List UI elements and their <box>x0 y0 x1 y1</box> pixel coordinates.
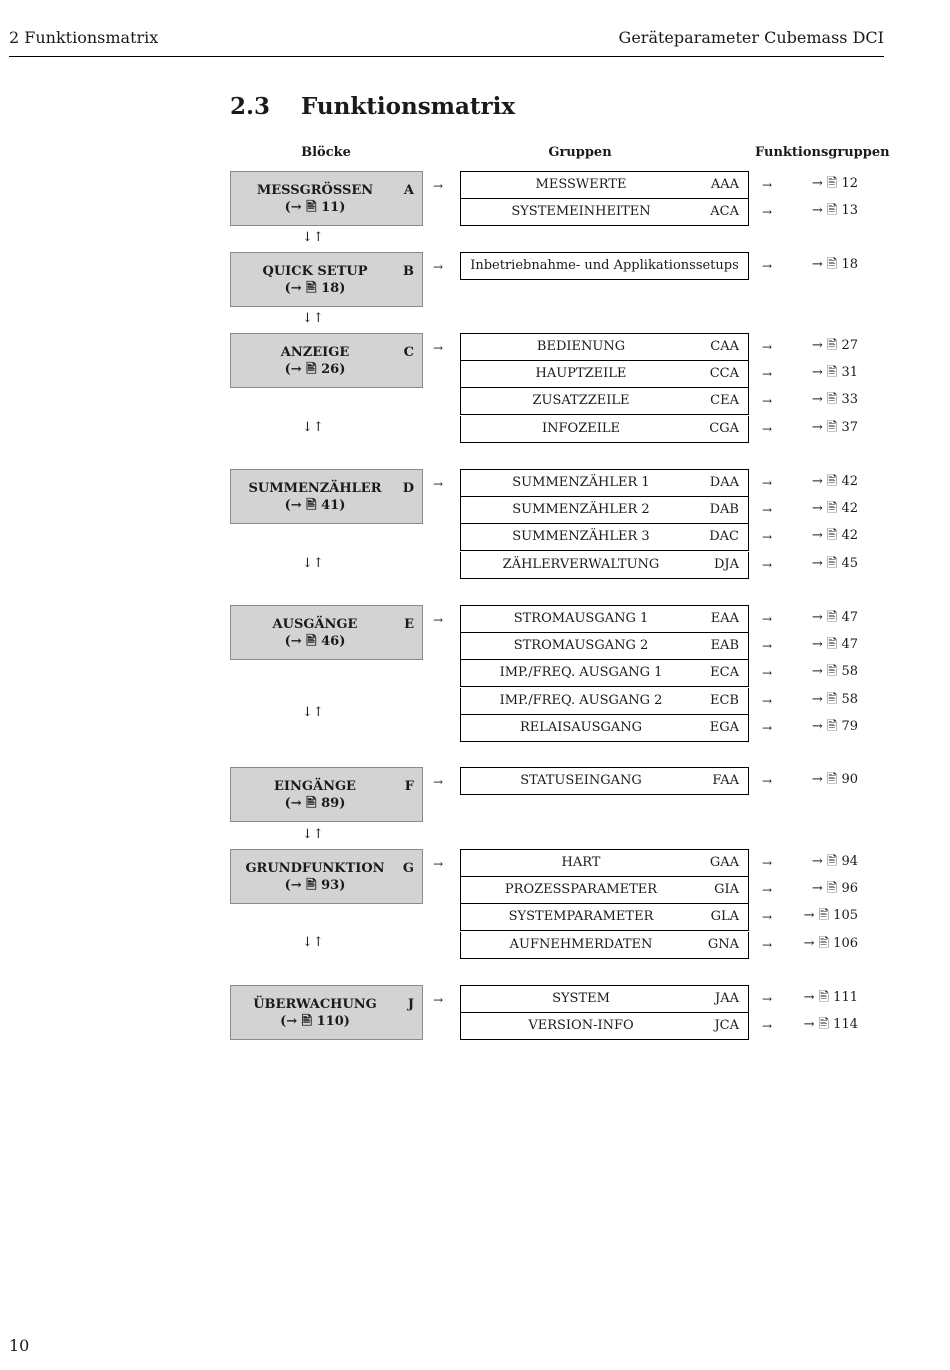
navigate-up-down-icon: ↓↑ <box>302 420 324 435</box>
block-name: EINGÄNGE <box>274 779 356 794</box>
function-group-page-ref[interactable]: → 🖹 90 <box>811 772 858 787</box>
block-letter: C <box>403 345 414 360</box>
group-to-function-arrow-icon: → <box>762 693 773 708</box>
function-group-page-ref[interactable]: → 🖹 45 <box>811 555 858 571</box>
block-name: GRUNDFUNKTION <box>245 861 385 876</box>
function-group-page-ref[interactable]: → 🖹 42 <box>811 528 858 544</box>
group-name: ZUSATZZEILE <box>532 393 630 409</box>
group-code: DAB <box>709 502 739 518</box>
block-name: QUICK SETUP <box>262 264 368 279</box>
group-row-cga[interactable] <box>460 416 749 443</box>
group-name: Inbetriebnahme- und Applikationssetups <box>470 258 739 273</box>
group-to-function-arrow-icon: → <box>762 937 773 952</box>
group-name: VERSION-INFO <box>528 1018 634 1034</box>
group-to-function-arrow-icon: → <box>762 639 773 654</box>
group-code: EAA <box>710 611 739 626</box>
group-code: AAA <box>710 177 739 192</box>
group-code: GLA <box>710 909 739 925</box>
group-code: GNA <box>707 936 739 952</box>
group-to-function-arrow-icon: → <box>762 774 773 788</box>
navigate-up-down-icon: ↓↑ <box>302 827 324 842</box>
function-group-page-ref[interactable]: → 🖹 27 <box>811 338 858 353</box>
block-name: ANZEIGE <box>280 345 350 360</box>
group-row-setup[interactable] <box>460 252 749 280</box>
block-f[interactable] <box>230 767 423 822</box>
group-row-gia[interactable] <box>460 877 749 904</box>
function-group-page-ref[interactable]: → 🖹 37 <box>811 419 858 435</box>
group-to-function-arrow-icon: → <box>762 992 773 1006</box>
group-row-gna[interactable] <box>460 932 749 959</box>
group-row-dab[interactable] <box>460 497 749 524</box>
group-row-jaa[interactable] <box>460 985 749 1013</box>
group-row-jca[interactable] <box>460 1013 749 1040</box>
group-name: SYSTEMPARAMETER <box>508 909 654 925</box>
group-to-function-arrow-icon: → <box>762 720 773 735</box>
block-name: AUSGÄNGE <box>272 617 358 632</box>
group-name: STROMAUSGANG 1 <box>513 611 649 626</box>
function-group-page-ref[interactable]: → 🖹 96 <box>811 881 858 897</box>
group-code: CAA <box>710 339 739 354</box>
group-name: STATUSEINGANG <box>520 773 642 788</box>
block-page-ref: (→ 🖹 18) <box>284 281 346 296</box>
group-row-eab[interactable] <box>460 633 749 660</box>
function-group-page-ref[interactable]: → 🖹 33 <box>811 392 858 408</box>
group-to-function-arrow-icon: → <box>762 666 773 681</box>
function-group-page-ref[interactable]: → 🖹 58 <box>811 691 858 707</box>
function-group-page-ref[interactable]: → 🖹 47 <box>811 610 858 625</box>
block-letter: E <box>404 617 414 632</box>
group-row-faa[interactable] <box>460 767 749 795</box>
column-header-function-groups: Funktionsgruppen <box>755 145 890 160</box>
block-letter: F <box>404 779 414 794</box>
navigate-up-down-icon: ↓↑ <box>302 935 324 950</box>
block-e[interactable] <box>230 605 423 660</box>
group-name: SUMMENZÄHLER 3 <box>512 529 650 545</box>
group-row-caa[interactable] <box>460 333 749 361</box>
group-code: CGA <box>709 420 739 436</box>
group-to-function-arrow-icon: → <box>762 883 773 898</box>
function-group-page-ref[interactable]: → 🖹 106 <box>803 935 858 951</box>
block-page-ref: (→ 🖹 110) <box>280 1014 350 1029</box>
group-to-function-arrow-icon: → <box>762 421 773 436</box>
block-letter: A <box>403 183 414 198</box>
function-group-page-ref[interactable]: → 🖹 58 <box>811 664 858 680</box>
group-row-eca[interactable] <box>460 660 749 687</box>
group-name: MESSWERTE <box>535 177 627 192</box>
function-group-page-ref[interactable]: → 🖹 42 <box>811 501 858 517</box>
block-letter: J <box>407 997 414 1012</box>
section-number: 2.3 <box>230 93 271 120</box>
group-name: STROMAUSGANG 2 <box>513 638 649 654</box>
function-group-page-ref[interactable]: → 🖹 94 <box>811 854 858 869</box>
group-row-dja[interactable] <box>460 552 749 579</box>
function-group-page-ref[interactable]: → 🖹 31 <box>811 365 858 381</box>
function-group-page-ref[interactable]: → 🖹 111 <box>803 990 858 1005</box>
block-page-ref: (→ 🖹 93) <box>284 878 346 893</box>
block-d[interactable] <box>230 469 423 524</box>
group-name: SUMMENZÄHLER 2 <box>512 502 650 518</box>
group-code: GIA <box>714 882 739 898</box>
block-to-group-arrow-icon: → <box>433 260 444 274</box>
group-to-function-arrow-icon: → <box>762 476 773 490</box>
block-c[interactable] <box>230 333 423 388</box>
group-to-function-arrow-icon: → <box>762 178 773 192</box>
group-to-function-arrow-icon: → <box>762 557 773 572</box>
block-name: MESSGRÖSSEN <box>256 183 374 198</box>
block-page-ref: (→ 🖹 41) <box>284 498 346 513</box>
group-to-function-arrow-icon: → <box>762 856 773 870</box>
section-title: Funktionsmatrix <box>301 93 516 120</box>
group-name: SYSTEM <box>552 991 610 1006</box>
group-row-gla[interactable] <box>460 904 749 931</box>
group-to-function-arrow-icon: → <box>762 259 773 273</box>
block-b[interactable] <box>230 252 423 307</box>
block-to-group-arrow-icon: → <box>433 993 444 1007</box>
block-g[interactable] <box>230 849 423 904</box>
group-to-function-arrow-icon: → <box>762 367 773 382</box>
group-code: CEA <box>710 393 739 409</box>
group-to-function-arrow-icon: → <box>762 1019 773 1034</box>
function-group-page-ref[interactable]: → 🖹 105 <box>803 908 858 924</box>
group-name: IMP./FREQ. AUSGANG 2 <box>499 692 663 708</box>
block-to-group-arrow-icon: → <box>433 857 444 871</box>
group-row-cea[interactable] <box>460 388 749 415</box>
group-name: BEDIENUNG <box>536 339 626 354</box>
group-to-function-arrow-icon: → <box>762 612 773 626</box>
group-code: EAB <box>710 638 739 654</box>
block-j[interactable] <box>230 985 423 1040</box>
group-row-dac[interactable] <box>460 524 749 551</box>
navigate-up-down-icon: ↓↑ <box>302 556 324 571</box>
block-name: SUMMENZÄHLER <box>248 481 382 496</box>
block-a[interactable] <box>230 171 423 226</box>
function-group-page-ref[interactable]: → 🖹 18 <box>811 257 858 272</box>
block-to-group-arrow-icon: → <box>433 341 444 355</box>
block-letter: D <box>402 481 414 496</box>
navigate-up-down-icon: ↓↑ <box>302 705 324 720</box>
group-row-eaa[interactable] <box>460 605 749 633</box>
group-row-daa[interactable] <box>460 469 749 497</box>
group-code: CCA <box>709 366 739 382</box>
block-to-group-arrow-icon: → <box>433 613 444 627</box>
group-to-function-arrow-icon: → <box>762 503 773 518</box>
group-row-aca[interactable] <box>460 199 749 226</box>
group-row-gaa[interactable] <box>460 849 749 877</box>
running-header-document-title: Geräteparameter Cubemass DCI <box>618 28 884 47</box>
group-name: SUMMENZÄHLER 1 <box>512 475 650 490</box>
group-name: INFOZEILE <box>542 420 620 436</box>
group-row-ecb[interactable] <box>460 688 749 715</box>
group-name: AUFNEHMERDATEN <box>509 936 653 952</box>
function-group-page-ref[interactable]: → 🖹 12 <box>811 176 858 191</box>
group-code: ACA <box>710 204 739 220</box>
function-group-page-ref[interactable]: → 🖹 13 <box>811 203 858 219</box>
group-code: DAC <box>709 529 739 545</box>
group-code: ECA <box>710 665 739 681</box>
navigate-up-down-icon: ↓↑ <box>302 230 324 245</box>
group-name: HART <box>561 855 601 870</box>
group-name: IMP./FREQ. AUSGANG 1 <box>499 665 663 681</box>
group-to-function-arrow-icon: → <box>762 910 773 925</box>
group-to-function-arrow-icon: → <box>762 340 773 354</box>
running-header-chapter: 2 Funktionsmatrix <box>9 28 159 47</box>
group-code: DJA <box>713 556 739 572</box>
function-group-page-ref[interactable]: → 🖹 114 <box>803 1017 858 1033</box>
block-page-ref: (→ 🖹 11) <box>284 200 346 215</box>
function-group-page-ref[interactable]: → 🖹 47 <box>811 637 858 653</box>
column-header-blocks: Blöcke <box>301 145 351 160</box>
group-code: GAA <box>709 855 739 870</box>
column-header-groups: Gruppen <box>548 145 612 160</box>
group-code: DAA <box>709 475 739 490</box>
page-number: 10 <box>9 1336 30 1355</box>
group-code: EGA <box>709 719 739 735</box>
navigate-up-down-icon: ↓↑ <box>302 311 324 326</box>
block-page-ref: (→ 🖹 89) <box>284 796 346 811</box>
group-row-aaa[interactable] <box>460 171 749 199</box>
block-name: ÜBERWACHUNG <box>253 997 377 1012</box>
block-letter: B <box>403 264 414 279</box>
group-row-cca[interactable] <box>460 361 749 388</box>
block-page-ref: (→ 🖹 46) <box>284 634 346 649</box>
block-to-group-arrow-icon: → <box>433 775 444 789</box>
function-group-page-ref[interactable]: → 🖹 42 <box>811 474 858 489</box>
group-name: ZÄHLERVERWALTUNG <box>502 556 660 572</box>
function-group-page-ref[interactable]: → 🖹 79 <box>811 718 858 734</box>
block-to-group-arrow-icon: → <box>433 179 444 193</box>
group-code: FAA <box>712 773 739 788</box>
group-to-function-arrow-icon: → <box>762 205 773 220</box>
group-name: PROZESSPARAMETER <box>504 882 658 898</box>
group-name: SYSTEMEINHEITEN <box>511 204 651 220</box>
group-code: JAA <box>715 991 739 1006</box>
group-name: HAUPTZEILE <box>535 366 627 382</box>
group-code: JCA <box>714 1018 739 1034</box>
group-code: ECB <box>710 692 739 708</box>
block-letter: G <box>402 861 414 876</box>
group-name: RELAISAUSGANG <box>519 719 643 735</box>
group-to-function-arrow-icon: → <box>762 530 773 545</box>
block-to-group-arrow-icon: → <box>433 477 444 491</box>
group-row-ega[interactable] <box>460 715 749 742</box>
block-page-ref: (→ 🖹 26) <box>284 362 346 377</box>
group-to-function-arrow-icon: → <box>762 394 773 409</box>
